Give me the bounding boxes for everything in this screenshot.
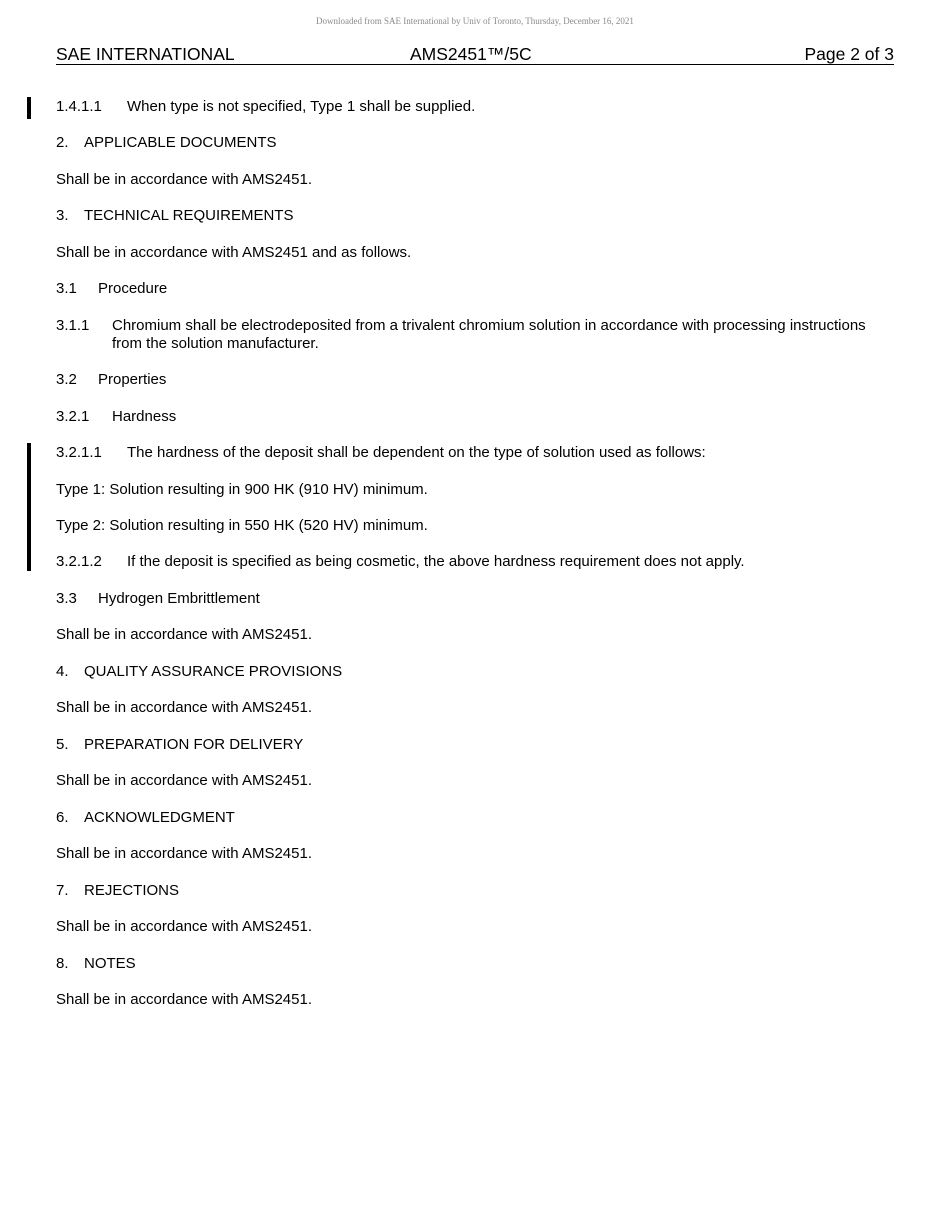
download-watermark: Downloaded from SAE International by Univ of Toronto, Thursday, December 16, 2021 [316, 16, 634, 26]
section-title: Hydrogen Embrittlement [98, 590, 260, 607]
section-body-8: Shall be in accordance with AMS2451. [56, 991, 312, 1008]
section-title: Hardness [112, 408, 177, 425]
revision-change-bar [27, 97, 31, 119]
section-title: APPLICABLE DOCUMENTS [84, 134, 277, 151]
section-body-6: Shall be in accordance with AMS2451. [56, 845, 312, 862]
page-header [56, 44, 894, 65]
section-body-3: Shall be in accordance with AMS2451 and as follows. [56, 244, 412, 261]
hardness-type-2: Type 2: Solution resulting in 550 HK (520 HV) minimum. [56, 517, 428, 534]
section-number: 3.3 [56, 590, 77, 607]
section-title: PREPARATION FOR DELIVERY [84, 736, 304, 753]
section-number: 3.2 [56, 371, 77, 388]
paragraph-number: 3.2.1.2 [56, 553, 102, 570]
header-page-number: Page 2 of 3 [804, 44, 894, 64]
paragraph-3-1-1 [56, 317, 896, 353]
section-title: REJECTIONS [84, 882, 180, 899]
paragraph-text: When type is not specified, Type 1 shall be supplied. [127, 98, 476, 115]
section-number: 3. [56, 207, 69, 224]
hardness-type-1: Type 1: Solution resulting in 900 HK (910 HV) minimum. [56, 481, 428, 498]
paragraph-number: 3.1.1 [56, 317, 90, 334]
section-title: ACKNOWLEDGMENT [84, 809, 235, 826]
section-body-4: Shall be in accordance with AMS2451. [56, 699, 312, 716]
section-number: 4. [56, 663, 69, 680]
section-title: Procedure [98, 280, 168, 297]
section-number: 2. [56, 134, 69, 151]
section-number: 5. [56, 736, 69, 753]
section-number: 6. [56, 809, 69, 826]
section-title: Properties [98, 371, 167, 388]
section-title: TECHNICAL REQUIREMENTS [84, 207, 294, 224]
section-number: 8. [56, 955, 69, 972]
section-number: 3.2.1 [56, 408, 90, 425]
paragraph-number: 3.2.1.1 [56, 444, 102, 461]
paragraph-text: Chromium shall be electrodeposited from a trivalent chromium solution in accordance with processing instructions from the solution manufacturer. [112, 317, 866, 352]
paragraph-number: 1.4.1.1 [56, 98, 102, 115]
header-document-id: AMS2451™/5C [410, 44, 532, 64]
section-title: NOTES [84, 955, 136, 972]
header-publisher: SAE INTERNATIONAL [56, 44, 235, 64]
section-number: 3.1 [56, 280, 77, 297]
section-body-3-3: Shall be in accordance with AMS2451. [56, 626, 312, 643]
section-body-7: Shall be in accordance with AMS2451. [56, 918, 312, 935]
section-title: QUALITY ASSURANCE PROVISIONS [84, 663, 343, 680]
paragraph-text: The hardness of the deposit shall be dependent on the type of solution used as follows: [127, 444, 706, 461]
revision-change-bar [27, 443, 31, 571]
section-body-2: Shall be in accordance with AMS2451. [56, 171, 312, 188]
section-body-5: Shall be in accordance with AMS2451. [56, 772, 312, 789]
section-number: 7. [56, 882, 69, 899]
paragraph-text: If the deposit is specified as being cosmetic, the above hardness requirement does not apply. [127, 553, 745, 570]
